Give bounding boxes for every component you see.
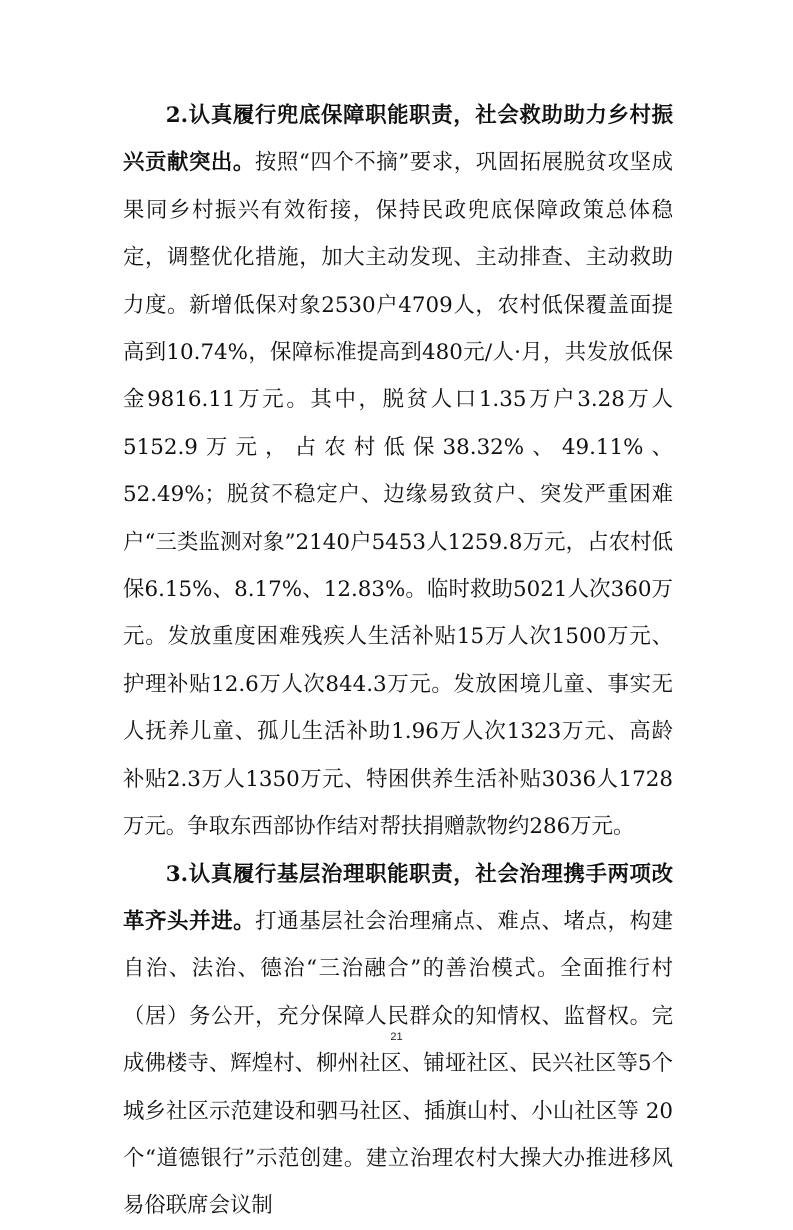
page-body [123, 92, 673, 1230]
paragraph-text: 打通基层社会治理痛点、难点、堵点，构建自治、法治、德治“三治融合”的善治模式。全面推行村（居）务公开，充分保障人民群众的知情权、监督权。完成佛楼寺、辉煌村、柳州社区、铺垭社区、民兴社区等5个城乡社区示范建设和驷马社区、插旗山村、小山社区等 20 个“道德银行”示范创建。建立治理农村大操大办推进移风易俗联席会议制 [123, 908, 673, 1219]
paragraph-heading: 3.认真履行基层治理职能职责，社会治理携手两项改革齐头并进。 [123, 861, 673, 934]
paragraph-social-assistance [123, 92, 673, 851]
page-number: 21 [390, 1031, 403, 1043]
paragraph-heading: 2.认真履行兜底保障职能职责，社会救助助力乡村振兴贡献突出。 [123, 103, 673, 176]
paragraph-text: 按照“四个不摘”要求，巩固拓展脱贫攻坚成果同乡村振兴有效衔接，保持民政兜底保障政策总体稳定，调整优化措施，加大主动发现、主动排查、主动救助力度。新增低保对象2530户4709人，农村低保覆盖面提高到10.74%，保障标准提高到480元/人·月，共发放低保金9816.11万元。其中，脱贫人口1.35万户3.28万人5152.9万元，占农村低保38.32%、49.11%、52.49%；脱贫不稳定户、边缘易致贫户、突发严重困难户“三类监测对象”2140户5453人1259.8万元，占农村低保6.15%、8.17%、12.83%。临时救助5021人次360万元。发放重度困难残疾人生活补贴15万人次1500万元、护理补贴12.6万人次844.3万元。发放困境儿童、事实无人抚养儿童、孤儿生活补助1.96万人次1323万元、高龄补贴2.3万人1350万元、特困供养生活补贴3036人1728万元。争取东西部协作结对帮扶捐赠款物约286万元。 [123, 150, 673, 840]
